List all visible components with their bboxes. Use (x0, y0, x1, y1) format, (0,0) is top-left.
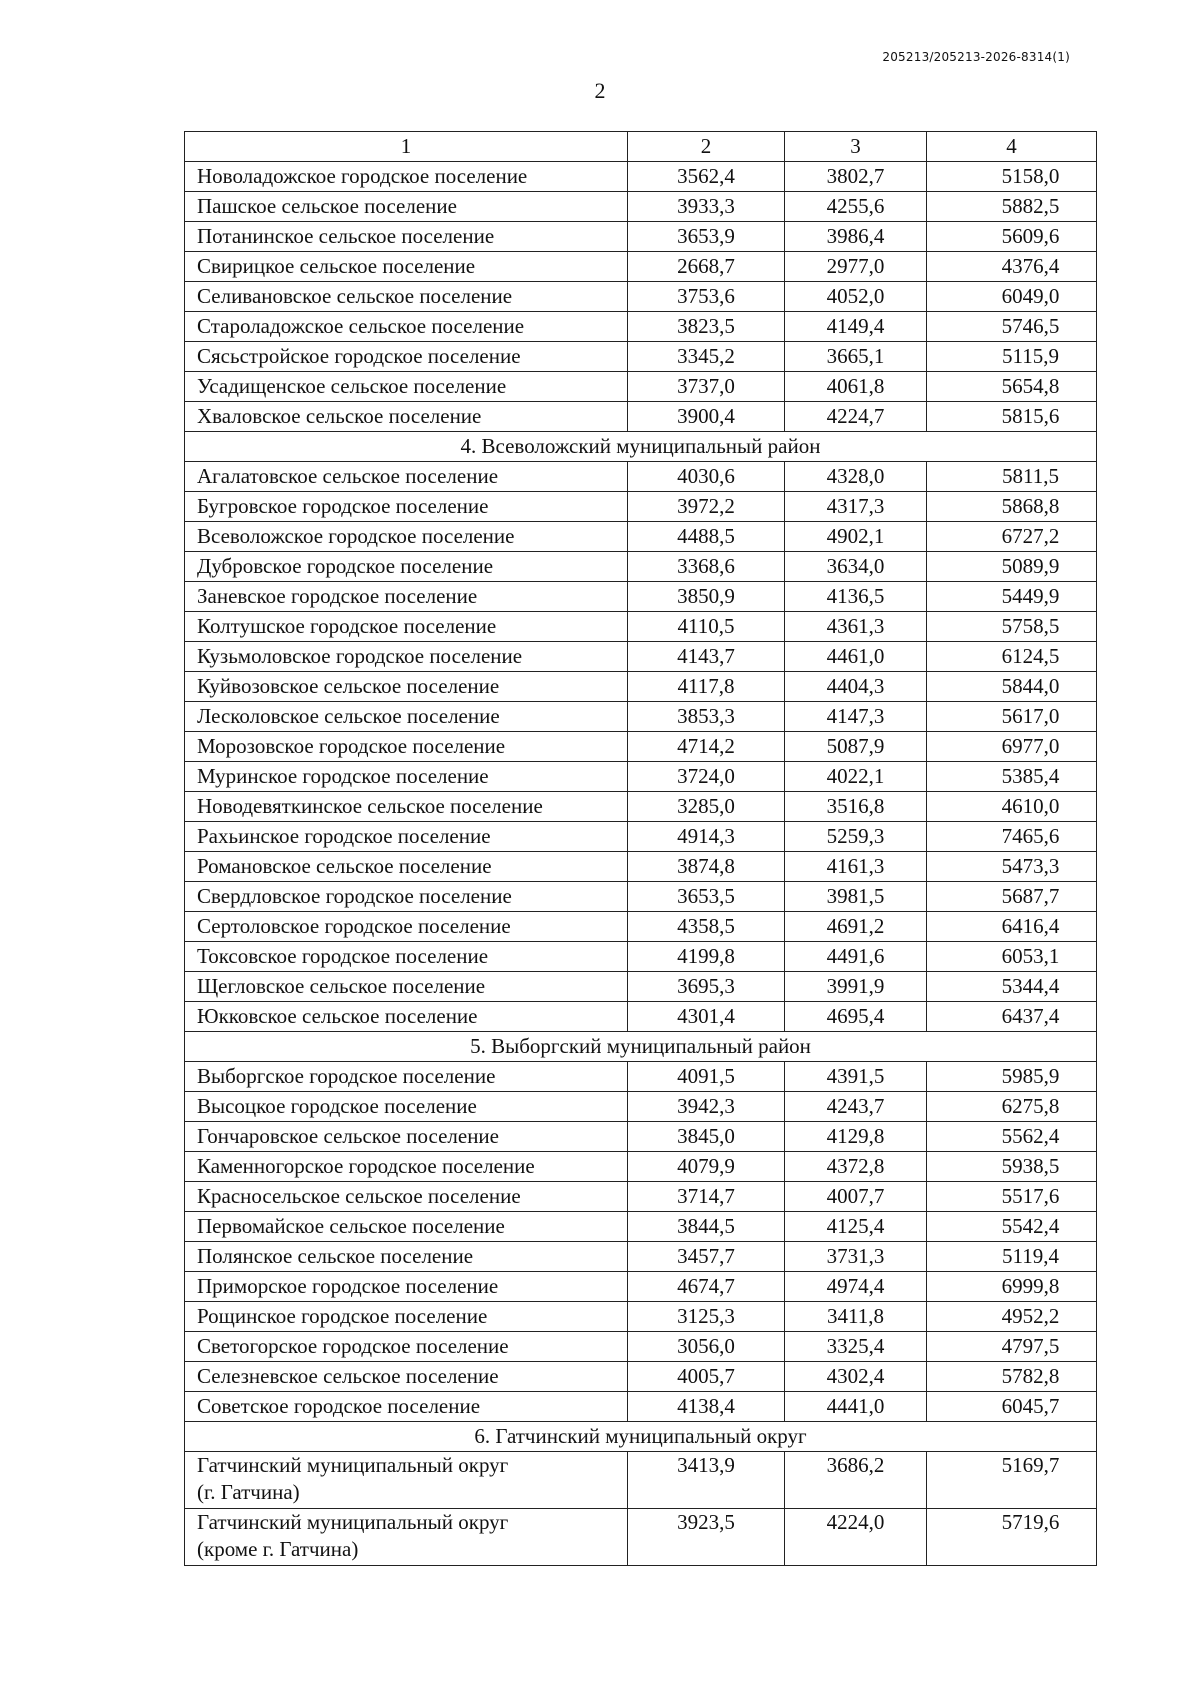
table-row (185, 1452, 1097, 1509)
value-cell-col3: 3634,0 (785, 552, 927, 582)
settlement-name: Первомайское сельское поселение (185, 1212, 628, 1242)
value-cell-col3: 4695,4 (785, 1002, 927, 1032)
table-row (185, 402, 1097, 432)
value-cell-col4: 5719,6 (927, 1509, 1097, 1566)
table-row (185, 1362, 1097, 1392)
value-cell-col3: 3516,8 (785, 792, 927, 822)
settlement-name: Рощинское городское поселение (185, 1302, 628, 1332)
settlement-name: Лесколовское сельское поселение (185, 702, 628, 732)
value-cell-col3: 4149,4 (785, 312, 927, 342)
value-cell-col2: 4488,5 (628, 522, 785, 552)
settlement-name-line: Гатчинский муниципальный округ (197, 1453, 509, 1477)
settlement-name: Выборгское городское поселение (185, 1062, 628, 1092)
settlement-name: Щегловское сельское поселение (185, 972, 628, 1002)
settlement-name-line: (г. Гатчина) (197, 1480, 300, 1504)
value-cell-col2: 3845,0 (628, 1122, 785, 1152)
value-cell-col2: 3753,6 (628, 282, 785, 312)
value-cell-col2: 4914,3 (628, 822, 785, 852)
value-cell-col3: 3686,2 (785, 1452, 927, 1509)
section-header-row (185, 1032, 1097, 1062)
table-row (185, 372, 1097, 402)
value-cell-col4: 6124,5 (927, 642, 1097, 672)
settlement-name: Староладожское сельское поселение (185, 312, 628, 342)
value-cell-col3: 4372,8 (785, 1152, 927, 1182)
value-cell-col4: 6053,1 (927, 942, 1097, 972)
settlement-name-line: Гатчинский муниципальный округ (197, 1510, 509, 1534)
table-row (185, 822, 1097, 852)
table-row (185, 282, 1097, 312)
value-cell-col3: 3802,7 (785, 162, 927, 192)
value-cell-col4: 5517,6 (927, 1182, 1097, 1212)
value-cell-col4: 5938,5 (927, 1152, 1097, 1182)
value-cell-col2: 4117,8 (628, 672, 785, 702)
value-cell-col3: 3325,4 (785, 1332, 927, 1362)
value-cell-col3: 3411,8 (785, 1302, 927, 1332)
value-cell-col2: 3457,7 (628, 1242, 785, 1272)
value-cell-col2: 3653,9 (628, 222, 785, 252)
table-row (185, 522, 1097, 552)
value-cell-col4: 5473,3 (927, 852, 1097, 882)
settlement-name: Высоцкое городское поселение (185, 1092, 628, 1122)
value-cell-col3: 3986,4 (785, 222, 927, 252)
value-cell-col4: 4376,4 (927, 252, 1097, 282)
value-cell-col3: 4147,3 (785, 702, 927, 732)
value-cell-col4: 5119,4 (927, 1242, 1097, 1272)
value-cell-col3: 3991,9 (785, 972, 927, 1002)
value-cell-col3: 4061,8 (785, 372, 927, 402)
settlement-name: Заневское городское поселение (185, 582, 628, 612)
value-cell-col3: 4052,0 (785, 282, 927, 312)
value-cell-col4: 6437,4 (927, 1002, 1097, 1032)
value-cell-col4: 4952,2 (927, 1302, 1097, 1332)
table-body (185, 132, 1097, 1566)
data-table (184, 131, 1097, 1566)
value-cell-col2: 4079,9 (628, 1152, 785, 1182)
value-cell-col3: 4404,3 (785, 672, 927, 702)
value-cell-col3: 4302,4 (785, 1362, 927, 1392)
table-row (185, 1152, 1097, 1182)
value-cell-col4: 5562,4 (927, 1122, 1097, 1152)
value-cell-col2: 3850,9 (628, 582, 785, 612)
settlement-name: Токсовское городское поселение (185, 942, 628, 972)
value-cell-col2: 3942,3 (628, 1092, 785, 1122)
value-cell-col3: 4361,3 (785, 612, 927, 642)
settlement-name: Пашское сельское поселение (185, 192, 628, 222)
settlement-name (185, 1452, 628, 1509)
table-row (185, 312, 1097, 342)
table-row (185, 1242, 1097, 1272)
table-row (185, 672, 1097, 702)
table-row (185, 1002, 1097, 1032)
value-cell-col2: 3933,3 (628, 192, 785, 222)
value-cell-col2: 3695,3 (628, 972, 785, 1002)
value-cell-col2: 3923,5 (628, 1509, 785, 1566)
value-cell-col4: 5868,8 (927, 492, 1097, 522)
table-row (185, 1332, 1097, 1362)
value-cell-col4: 6999,8 (927, 1272, 1097, 1302)
table-row (185, 702, 1097, 732)
value-cell-col4: 5654,8 (927, 372, 1097, 402)
settlement-name: Гончаровское сельское поселение (185, 1122, 628, 1152)
section-header-row (185, 432, 1097, 462)
value-cell-col4: 6275,8 (927, 1092, 1097, 1122)
value-cell-col3: 4691,2 (785, 912, 927, 942)
value-cell-col3: 2977,0 (785, 252, 927, 282)
value-cell-col4: 6049,0 (927, 282, 1097, 312)
value-cell-col3: 4461,0 (785, 642, 927, 672)
table-row (185, 492, 1097, 522)
settlement-name: Рахьинское городское поселение (185, 822, 628, 852)
settlement-name: Каменногорское городское поселение (185, 1152, 628, 1182)
value-cell-col4: 5617,0 (927, 702, 1097, 732)
value-cell-col4: 5815,6 (927, 402, 1097, 432)
value-cell-col3: 4255,6 (785, 192, 927, 222)
column-header: 2 (628, 132, 785, 162)
value-cell-col3: 5259,3 (785, 822, 927, 852)
value-cell-col2: 3972,2 (628, 492, 785, 522)
table-row (185, 1122, 1097, 1152)
table-row (185, 582, 1097, 612)
table-row (185, 612, 1097, 642)
value-cell-col4: 4797,5 (927, 1332, 1097, 1362)
value-cell-col3: 3665,1 (785, 342, 927, 372)
table-header-row (185, 132, 1097, 162)
table-row (185, 1509, 1097, 1566)
value-cell-col4: 5385,4 (927, 762, 1097, 792)
table-row (185, 162, 1097, 192)
value-cell-col4: 5758,5 (927, 612, 1097, 642)
value-cell-col4: 5844,0 (927, 672, 1097, 702)
value-cell-col3: 4243,7 (785, 1092, 927, 1122)
value-cell-col3: 5087,9 (785, 732, 927, 762)
value-cell-col3: 4007,7 (785, 1182, 927, 1212)
value-cell-col4: 6727,2 (927, 522, 1097, 552)
settlement-name: Усадищенское сельское поселение (185, 372, 628, 402)
settlement-name: Романовское сельское поселение (185, 852, 628, 882)
settlement-name: Новоладожское городское поселение (185, 162, 628, 192)
value-cell-col2: 3737,0 (628, 372, 785, 402)
settlement-name: Селивановское сельское поселение (185, 282, 628, 312)
table-row (185, 1302, 1097, 1332)
column-header: 3 (785, 132, 927, 162)
value-cell-col2: 4143,7 (628, 642, 785, 672)
settlement-name: Полянское сельское поселение (185, 1242, 628, 1272)
value-cell-col2: 4030,6 (628, 462, 785, 492)
value-cell-col2: 4714,2 (628, 732, 785, 762)
table-row (185, 762, 1097, 792)
value-cell-col3: 4441,0 (785, 1392, 927, 1422)
table-row (185, 642, 1097, 672)
value-cell-col4: 5344,4 (927, 972, 1097, 1002)
table-row (185, 342, 1097, 372)
settlement-name: Потанинское сельское поселение (185, 222, 628, 252)
table-row (185, 1062, 1097, 1092)
value-cell-col2: 4301,4 (628, 1002, 785, 1032)
value-cell-col2: 3900,4 (628, 402, 785, 432)
settlement-name: Агалатовское сельское поселение (185, 462, 628, 492)
value-cell-col2: 3562,4 (628, 162, 785, 192)
value-cell-col3: 4161,3 (785, 852, 927, 882)
value-cell-col3: 3981,5 (785, 882, 927, 912)
value-cell-col2: 3853,3 (628, 702, 785, 732)
value-cell-col3: 4224,7 (785, 402, 927, 432)
value-cell-col2: 2668,7 (628, 252, 785, 282)
value-cell-col2: 4674,7 (628, 1272, 785, 1302)
value-cell-col4: 5115,9 (927, 342, 1097, 372)
settlement-name: Новодевяткинское сельское поселение (185, 792, 628, 822)
table-row (185, 252, 1097, 282)
value-cell-col3: 4224,0 (785, 1509, 927, 1566)
value-cell-col4: 5089,9 (927, 552, 1097, 582)
value-cell-col3: 4391,5 (785, 1062, 927, 1092)
value-cell-col2: 3285,0 (628, 792, 785, 822)
value-cell-col3: 4022,1 (785, 762, 927, 792)
column-header: 4 (927, 132, 1097, 162)
settlement-name: Всеволожское городское поселение (185, 522, 628, 552)
value-cell-col2: 4091,5 (628, 1062, 785, 1092)
value-cell-col2: 4005,7 (628, 1362, 785, 1392)
table-row (185, 462, 1097, 492)
settlement-name-line: (кроме г. Гатчина) (197, 1537, 359, 1561)
table-row (185, 1182, 1097, 1212)
value-cell-col3: 4129,8 (785, 1122, 927, 1152)
value-cell-col3: 3731,3 (785, 1242, 927, 1272)
value-cell-col4: 5169,7 (927, 1452, 1097, 1509)
settlement-name (185, 1509, 628, 1566)
table-row (185, 972, 1097, 1002)
value-cell-col4: 5609,6 (927, 222, 1097, 252)
value-cell-col4: 4610,0 (927, 792, 1097, 822)
table-row (185, 1212, 1097, 1242)
value-cell-col4: 5882,5 (927, 192, 1097, 222)
table-row (185, 1392, 1097, 1422)
value-cell-col2: 3413,9 (628, 1452, 785, 1509)
value-cell-col2: 3844,5 (628, 1212, 785, 1242)
settlement-name: Кузьмоловское городское поселение (185, 642, 628, 672)
table-row (185, 732, 1097, 762)
section-title: 4. Всеволожский муниципальный район (185, 432, 1097, 462)
table-row (185, 882, 1097, 912)
value-cell-col4: 5746,5 (927, 312, 1097, 342)
settlement-name: Свирицкое сельское поселение (185, 252, 628, 282)
value-cell-col2: 3724,0 (628, 762, 785, 792)
value-cell-col3: 4328,0 (785, 462, 927, 492)
value-cell-col2: 3056,0 (628, 1332, 785, 1362)
settlement-name: Юкковское сельское поселение (185, 1002, 628, 1032)
settlement-name: Хваловское сельское поселение (185, 402, 628, 432)
value-cell-col4: 5449,9 (927, 582, 1097, 612)
value-cell-col4: 6977,0 (927, 732, 1097, 762)
value-cell-col2: 3823,5 (628, 312, 785, 342)
section-header-row (185, 1422, 1097, 1452)
table-row (185, 1272, 1097, 1302)
value-cell-col2: 3125,3 (628, 1302, 785, 1332)
value-cell-col2: 4199,8 (628, 942, 785, 972)
value-cell-col3: 4136,5 (785, 582, 927, 612)
value-cell-col4: 5158,0 (927, 162, 1097, 192)
table-row (185, 942, 1097, 972)
value-cell-col2: 3874,8 (628, 852, 785, 882)
settlement-name: Селезневское сельское поселение (185, 1362, 628, 1392)
settlement-name: Советское городское поселение (185, 1392, 628, 1422)
settlement-name: Сясьстройское городское поселение (185, 342, 628, 372)
settlement-name: Дубровское городское поселение (185, 552, 628, 582)
value-cell-col2: 3653,5 (628, 882, 785, 912)
value-cell-col4: 6416,4 (927, 912, 1097, 942)
settlement-name: Морозовское городское поселение (185, 732, 628, 762)
settlement-name: Светогорское городское поселение (185, 1332, 628, 1362)
settlement-name: Красносельское сельское поселение (185, 1182, 628, 1212)
value-cell-col4: 7465,6 (927, 822, 1097, 852)
table-row (185, 192, 1097, 222)
settlement-name: Бугровское городское поселение (185, 492, 628, 522)
value-cell-col2: 3714,7 (628, 1182, 785, 1212)
value-cell-col3: 4491,6 (785, 942, 927, 972)
settlement-name: Муринское городское поселение (185, 762, 628, 792)
value-cell-col4: 5811,5 (927, 462, 1097, 492)
value-cell-col3: 4902,1 (785, 522, 927, 552)
column-header: 1 (185, 132, 628, 162)
value-cell-col3: 4317,3 (785, 492, 927, 522)
table-row (185, 912, 1097, 942)
settlement-name: Куйвозовское сельское поселение (185, 672, 628, 702)
value-cell-col4: 5782,8 (927, 1362, 1097, 1392)
table-row (185, 852, 1097, 882)
value-cell-col3: 4974,4 (785, 1272, 927, 1302)
section-title: 5. Выборгский муниципальный район (185, 1032, 1097, 1062)
table-row (185, 222, 1097, 252)
section-title: 6. Гатчинский муниципальный округ (185, 1422, 1097, 1452)
value-cell-col4: 5985,9 (927, 1062, 1097, 1092)
value-cell-col4: 5687,7 (927, 882, 1097, 912)
value-cell-col2: 4138,4 (628, 1392, 785, 1422)
settlement-name: Колтушское городское поселение (185, 612, 628, 642)
value-cell-col2: 3345,2 (628, 342, 785, 372)
settlement-name: Приморское городское поселение (185, 1272, 628, 1302)
page-number: 2 (594, 78, 606, 103)
settlement-name: Сертоловское городское поселение (185, 912, 628, 942)
settlement-name: Свердловское городское поселение (185, 882, 628, 912)
table-row (185, 552, 1097, 582)
value-cell-col2: 3368,6 (628, 552, 785, 582)
table-row (185, 1092, 1097, 1122)
value-cell-col2: 4358,5 (628, 912, 785, 942)
document-id: 205213/205213-2026-8314(1) (882, 50, 1070, 64)
table-row (185, 792, 1097, 822)
value-cell-col3: 4125,4 (785, 1212, 927, 1242)
value-cell-col4: 5542,4 (927, 1212, 1097, 1242)
value-cell-col2: 4110,5 (628, 612, 785, 642)
value-cell-col4: 6045,7 (927, 1392, 1097, 1422)
